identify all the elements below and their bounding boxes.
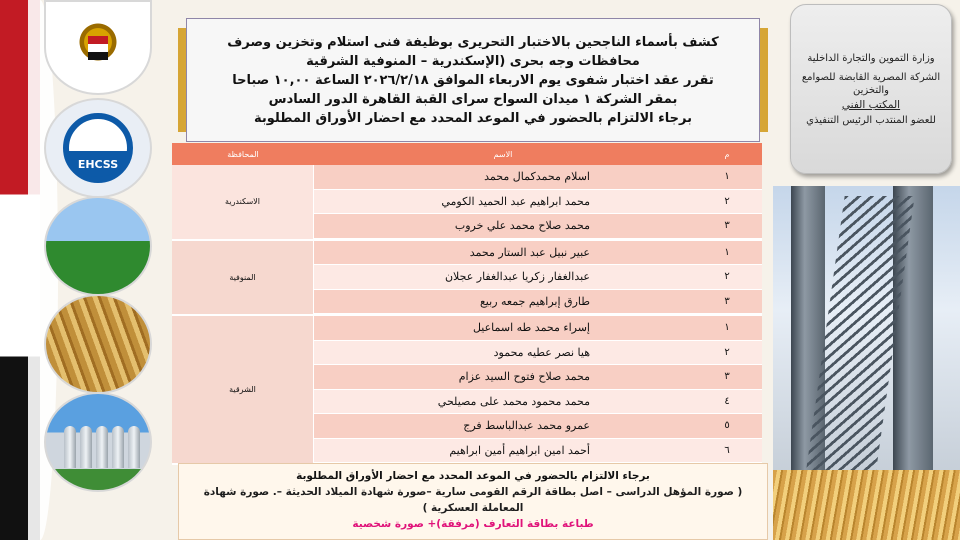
governorate-cell: الشرقية [172,316,314,463]
row-num: ١ [724,322,730,334]
header-governorates: محافظات وجه بحرى (الإسكندرية – المنوفية الشرقية [306,53,640,69]
governorate-cell: الاسكندرية [172,165,314,239]
table-row [314,365,762,390]
ceo-office: للعضو المنتدب الرئيس التنفيذي [806,114,936,126]
table-header [172,143,762,165]
row-name: عبدالغفار زكريا عبدالغفار عجلان [444,270,590,284]
row-name: اسلام محمدكمال محمد [484,170,590,184]
table-row [314,316,762,341]
table-row [314,190,762,215]
row-name: طارق إبراهيم جمعه ربيع [479,294,590,308]
candidates-table [172,143,762,465]
row-num: ٢ [724,195,730,207]
table-row [314,265,762,290]
table-row [314,165,762,190]
row-num: ٥ [724,420,730,432]
footer-instructions: برجاء الالتزام بالحضور في الموعد المحدد مع احضار الأوراق المطلوبة [296,470,650,482]
row-name: هيا نصر عطيه محمود [493,345,590,359]
footer-requirements-box [178,463,768,540]
row-num: ٢ [724,271,730,283]
row-name: إسراء محمد طه اسماعيل [472,321,590,335]
header-exam-date: تقرر عقد اختبار شفوى يوم الاربعاء الموافق ٢٠٢٦/٢/١٨ الساعة ١٠,٠٠ صباحا [232,72,714,88]
row-name: محمد ابراهيم عبد الحميد الكومي [441,194,590,208]
row-num: ٣ [724,371,730,383]
row-name: محمد صلاح محمد علي خروب [454,219,590,233]
row-name: عمرو محمد عبدالباسط فرج [463,419,590,433]
ehcss-logo-text: EHCSS [77,158,119,171]
row-num: ٤ [724,395,730,407]
governorate-cell: المنوفية [172,241,314,315]
group-menoufia [172,241,762,317]
table-row [314,414,762,439]
silo-tower-photo [773,186,960,540]
wheat-grain-image [44,294,152,394]
company-name: الشركة المصرية القابضة للصوامع والتخزين [801,71,941,96]
row-name: عبير نبيل عبد الستار محمد [469,245,590,259]
table-row [314,290,762,315]
footer-documents-list: ( صورة المؤهل الدراسى – اصل بطاقة الرقم القومى سارية –صورة شهادة الميلاد الحديثة –. صورة شهادة المعاملة العسكرية ) [203,486,743,514]
footer-print-note: طباعة بطاقة التعارف (مرفقة)+ صورة شخصية [352,518,594,530]
header-area [178,18,768,138]
company-logo [44,98,152,198]
row-num: ١ [724,246,730,258]
row-num: ٣ [724,220,730,232]
group-alexandria [172,165,762,241]
ehcss-emblem [63,113,133,183]
row-num: ٦ [724,444,730,456]
table-row [314,390,762,415]
header-instructions: برجاء الالتزام بالحضور في الموعد المحدد مع احضار الأوراق المطلوبة [254,110,692,126]
table-row [314,241,762,266]
row-name: محمد محمود محمد على مصيلحي [437,394,590,408]
group-sharqia [172,316,762,465]
header-box [186,18,760,142]
field-irrigation-image [44,196,152,296]
row-num: ٢ [724,346,730,358]
header-location: بمقر الشركة ١ ميدان السواح سراى القبة القاهرة الدور السادس [268,91,678,107]
ministry-name: وزارة التموين والتجارة الداخلية [807,52,935,64]
row-num: ١ [724,171,730,183]
col-name-header: الاسم [493,149,513,159]
wheat-field-image [773,470,960,540]
row-name: أحمد امين ابراهيم أمين ابراهيم [449,443,590,457]
table-row [314,439,762,464]
table-row [314,341,762,366]
eagle-emblem-icon [70,18,126,78]
header-title: كشف بأسماء الناجحين بالاختبار التحريرى بوظيفة فنى استلام وتخزين وصرف [227,34,719,50]
technical-office: المكتب الفني [841,98,901,111]
col-num-header: م [724,149,730,159]
silos-image [44,392,152,492]
row-num: ٣ [724,295,730,307]
ministry-logo [44,0,152,95]
organization-box [790,4,952,174]
table-row [314,214,762,239]
row-name: محمد صلاح فتوح السيد عزام [458,370,590,384]
col-governorate-header: المحافظة [227,149,259,159]
